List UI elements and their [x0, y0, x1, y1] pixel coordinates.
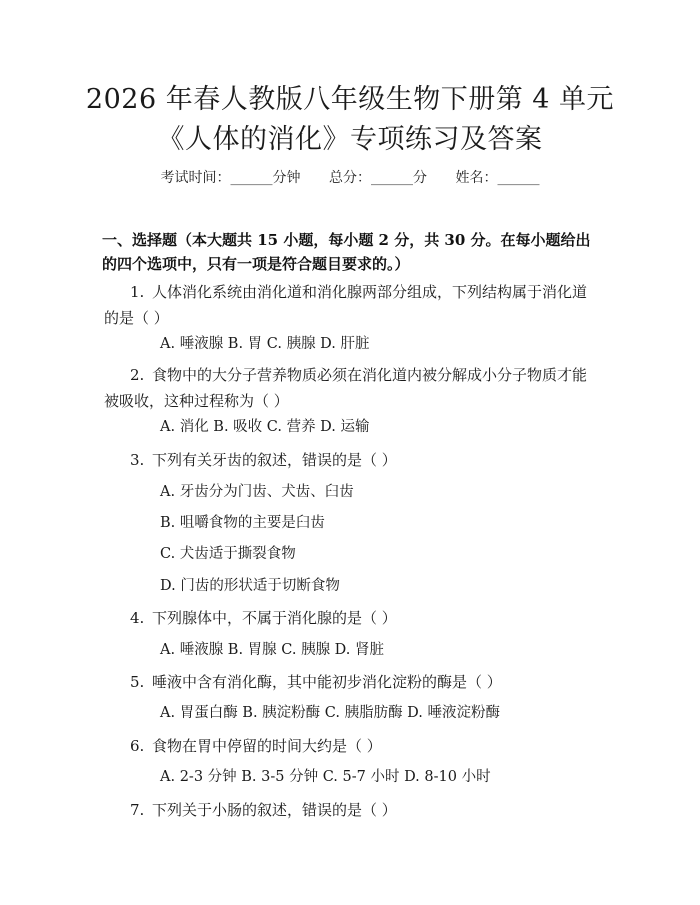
question-3 [104, 447, 594, 473]
page-title-line-1: 2026 年春人教版八年级生物下册第 4 单元 [85, 84, 615, 115]
question-4-options: A. 唾液腺 B. 胃腺 C. 胰腺 D. 肾脏 [160, 642, 385, 658]
question-5 [104, 669, 594, 695]
question-1 [104, 279, 594, 331]
question-stem: 下列关于小肠的叙述，错误的是（ ） [152, 801, 397, 819]
question-number: 3. [130, 451, 145, 469]
page-title-line-2: 《人体的消化》专项练习及答案 [157, 124, 543, 155]
question-6-options: A. 2-3 分钟 B. 3-5 分钟 C. 5-7 小时 D. 8-10 小时 [160, 769, 491, 785]
question-number: 5. [130, 673, 145, 691]
question-1-options: A. 唾液腺 B. 胃 C. 胰腺 D. 肝脏 [160, 336, 370, 352]
exam-time: 考试时间：______分钟 [160, 170, 301, 186]
question-6 [104, 733, 594, 759]
question-stem: 人体消化系统由消化道和消化腺两部分组成，下列结构属于消化道的是（ ） [104, 283, 588, 327]
question-4 [104, 605, 594, 631]
question-7 [104, 797, 594, 823]
question-stem: 下列腺体中，不属于消化腺的是（ ） [152, 609, 397, 627]
question-2 [104, 362, 594, 414]
question-stem: 唾液中含有消化酶，其中能初步消化淀粉的酶是（ ） [152, 673, 502, 691]
question-number: 7. [130, 801, 145, 819]
question-3-option-c: C. 犬齿适于撕裂食物 [160, 546, 296, 562]
student-name: 姓名：______ [455, 170, 540, 186]
question-number: 2. [130, 366, 145, 384]
question-5-options: A. 胃蛋白酶 B. 胰淀粉酶 C. 胰脂肪酶 D. 唾液淀粉酶 [160, 705, 501, 721]
question-2-options: A. 消化 B. 吸收 C. 营养 D. 运输 [160, 419, 370, 435]
total-score: 总分：______分 [329, 170, 427, 186]
question-3-option-a: A. 牙齿分为门齿、犬齿、臼齿 [160, 484, 354, 500]
question-stem: 食物在胃中停留的时间大约是（ ） [152, 737, 382, 755]
question-3-option-b: B. 咀嚼食物的主要是臼齿 [160, 515, 325, 531]
question-number: 4. [130, 609, 145, 627]
section-heading: 一、选择题（本大题共 15 小题，每小题 2 分，共 30 分。在每小题给出的四个选项中，只有一项是符合题目要求的。） [102, 231, 591, 273]
question-stem: 下列有关牙齿的叙述，错误的是（ ） [152, 451, 397, 469]
exam-meta [0, 168, 700, 188]
question-stem: 食物中的大分子营养物质必须在消化道内被分解成小分子物质才能被吸收，这种过程称为（ ） [104, 366, 588, 410]
question-number: 1. [130, 283, 145, 301]
question-3-option-d: D. 门齿的形状适于切断食物 [160, 578, 340, 594]
question-number: 6. [130, 737, 145, 755]
